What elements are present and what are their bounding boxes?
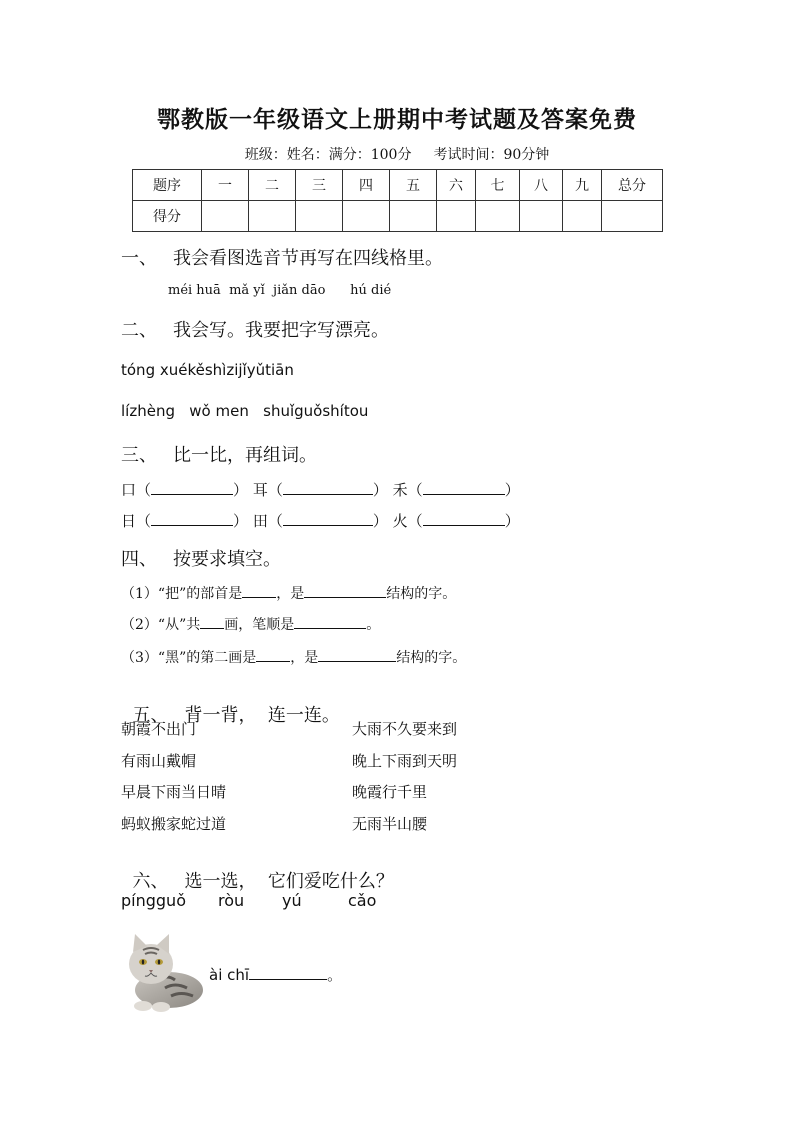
q6-answer-line [209, 964, 342, 985]
answer-blank[interactable] [423, 480, 505, 495]
q3-character: 日 [121, 512, 137, 530]
section-text: 我会看图选音节再写在四线格里。 [173, 248, 443, 269]
answer-blank[interactable] [249, 965, 327, 980]
score-cell[interactable] [202, 201, 249, 232]
section-number: 五、 [132, 705, 169, 726]
bracket-open: （ [267, 481, 283, 499]
bracket-open: （ [267, 512, 283, 530]
cat-image [121, 930, 207, 1014]
section-4-heading [121, 545, 281, 571]
bracket-close: ） [372, 481, 388, 499]
score-cell[interactable] [343, 201, 390, 232]
answer-blank[interactable] [151, 480, 233, 495]
poem-right-1[interactable]: 大雨不久要来到 [352, 720, 458, 738]
q4-item [121, 647, 466, 667]
q4-text: （2）“从”共 [121, 617, 201, 633]
q3-character: 田 [252, 512, 268, 530]
table-cell: 总分 [602, 170, 663, 201]
score-cell[interactable] [563, 201, 602, 232]
table-cell: 得分 [133, 201, 202, 232]
score-cell[interactable] [249, 201, 296, 232]
answer-blank[interactable] [256, 647, 290, 662]
q4-text: 结构的字。 [396, 650, 467, 666]
q6-option[interactable]: píngguǒ [121, 891, 186, 910]
section-text: 按要求填空。 [173, 549, 281, 570]
section-text: 选一选， 它们爱吃什么？ [184, 871, 394, 892]
q4-text: （1）“把”的部首是 [121, 586, 243, 602]
table-cell: 题序 [133, 170, 202, 201]
q4-text: 画，笔顺是 [224, 617, 295, 633]
answer-blank[interactable] [283, 480, 373, 495]
poem-left-3[interactable]: 早晨下雨当日晴 [121, 783, 227, 801]
score-cell[interactable] [476, 201, 520, 232]
q4-item [121, 614, 380, 634]
table-cell: 七 [476, 170, 520, 201]
section-number: 三、 [121, 445, 157, 466]
q3-character: 禾 [392, 481, 408, 499]
bracket-close: ） [372, 512, 388, 530]
q6-answer-prefix: ài chī [209, 966, 250, 984]
exam-time-info: 考试时间：90分钟 [433, 147, 550, 163]
class-name-info: 班级：姓名：满分：100分 [244, 147, 412, 163]
table-cell: 九 [563, 170, 602, 201]
table-cell: 五 [390, 170, 437, 201]
q4-text: 。 [366, 617, 381, 633]
table-cell: 三 [296, 170, 343, 201]
q2-pinyin-line: lízhèng wǒ men shuǐguǒshítou [121, 402, 369, 420]
exam-info [0, 144, 794, 164]
page-title: 鄂教版一年级语文上册期中考试题及答案免费 [157, 106, 637, 133]
poem-left-4[interactable]: 蚂蚁搬家蛇过道 [121, 815, 227, 833]
score-table-score-row [133, 201, 663, 232]
section-6-heading [121, 846, 394, 893]
q4-text: ，是 [276, 586, 305, 602]
q4-text: ，是 [290, 650, 319, 666]
bracket-open: （ [407, 512, 423, 530]
bracket-close: ） [233, 512, 249, 530]
poem-right-3[interactable]: 晚霞行千里 [352, 783, 428, 801]
q6-option[interactable]: yú [282, 891, 302, 910]
answer-blank[interactable] [318, 647, 396, 662]
q3-character: 耳 [252, 481, 268, 499]
score-cell[interactable] [602, 201, 663, 232]
section-number: 六、 [132, 871, 169, 892]
q1-pinyin-options: méi huā mǎ yǐ jiǎn dāo hú dié [168, 283, 392, 298]
q6-answer-suffix: 。 [327, 966, 343, 984]
answer-blank[interactable] [304, 583, 386, 598]
bracket-open: （ [407, 481, 423, 499]
section-text: 比一比，再组词。 [173, 445, 317, 466]
bracket-open: （ [136, 512, 152, 530]
table-cell: 四 [343, 170, 390, 201]
bracket-close: ） [504, 512, 520, 530]
poem-right-4[interactable]: 无雨半山腰 [352, 815, 428, 833]
q3-row [121, 510, 520, 531]
score-cell[interactable] [296, 201, 343, 232]
table-cell: 一 [202, 170, 249, 201]
q3-character: 火 [392, 512, 408, 530]
bracket-close: ） [504, 481, 520, 499]
section-number: 一、 [121, 248, 157, 269]
bracket-close: ） [233, 481, 249, 499]
score-cell[interactable] [520, 201, 563, 232]
q4-text: 结构的字。 [386, 586, 457, 602]
poem-right-2[interactable]: 晚上下雨到天明 [352, 752, 458, 770]
section-3-heading [121, 441, 317, 467]
score-cell[interactable] [390, 201, 437, 232]
bracket-open: （ [136, 481, 152, 499]
answer-blank[interactable] [151, 511, 233, 526]
q6-option[interactable]: ròu [218, 891, 245, 910]
section-1-heading [121, 244, 443, 270]
section-number: 二、 [121, 320, 157, 341]
q4-item [121, 583, 456, 603]
answer-blank[interactable] [200, 614, 224, 629]
score-table-header-row [133, 170, 663, 201]
poem-left-1[interactable]: 朝霞不出门 [121, 720, 197, 738]
answer-blank[interactable] [283, 511, 373, 526]
q6-option[interactable]: cǎo [348, 891, 377, 910]
section-text: 背一背， 连一连。 [184, 705, 340, 726]
answer-blank[interactable] [423, 511, 505, 526]
section-number: 四、 [121, 549, 157, 570]
table-cell: 二 [249, 170, 296, 201]
poem-left-2[interactable]: 有雨山戴帽 [121, 752, 197, 770]
section-2-heading [121, 316, 389, 342]
answer-blank[interactable] [294, 614, 366, 629]
score-cell[interactable] [437, 201, 476, 232]
q3-character: 口 [121, 481, 137, 499]
q2-pinyin-line: tóng xuékěshìzijǐyǔtiān [121, 361, 294, 379]
q4-text: （3）“黑”的第二画是 [121, 650, 257, 666]
table-cell: 六 [437, 170, 476, 201]
answer-blank[interactable] [242, 583, 276, 598]
score-table [132, 169, 663, 232]
section-text: 我会写。我要把字写漂亮。 [173, 320, 389, 341]
q3-row [121, 479, 520, 500]
table-cell: 八 [520, 170, 563, 201]
